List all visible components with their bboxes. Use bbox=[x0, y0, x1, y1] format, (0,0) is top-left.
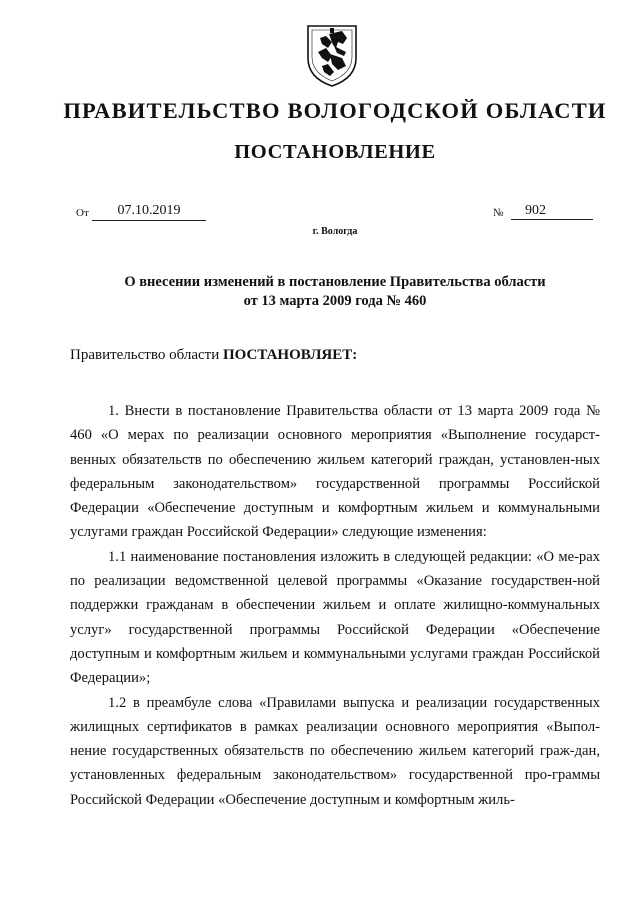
paragraph-1: 1. Внести в постановление Правительства области от 13 марта 2009 года № 460 «О мерах по реализации основного мероприятия «Выполнение государст-венных обязательств по обеспечению жильем категорий граждан, установлен-ных федеральным законодательством» государственной программы Российской Федерации «Обеспечение доступным и комфортным жильем и коммунальными услугами граждан Российской Федерации» следующие изменения: bbox=[70, 403, 600, 541]
resolution-verb: ПОСТАНОВЛЯЕТ: bbox=[222, 347, 358, 363]
number-block bbox=[493, 203, 546, 220]
document-date: 07.10.2019 bbox=[92, 203, 206, 221]
resolution-prefix: Правительство области bbox=[70, 347, 220, 363]
document-body bbox=[70, 399, 600, 812]
subject-line-2: от 13 марта 2009 года № 460 bbox=[243, 293, 427, 309]
resolution-statement bbox=[70, 347, 357, 364]
document-subject bbox=[60, 273, 610, 311]
number-prefix: № bbox=[493, 207, 504, 219]
coat-of-arms-icon bbox=[302, 22, 362, 88]
document-number: 902 bbox=[511, 203, 593, 220]
document-type: ПОСТАНОВЛЕНИЕ bbox=[234, 141, 436, 163]
subject-line-1: О внесении изменений в постановление Правительства области bbox=[124, 274, 546, 290]
organization-name: ПРАВИТЕЛЬСТВО ВОЛОГОДСКОЙ ОБЛАСТИ bbox=[63, 98, 607, 123]
paragraph-1-2: 1.2 в преамбуле слова «Правилами выпуска и реализации государственных жилищных сертификатов в рамках реализации основного мероприятия «Выпол-нение государственных обязательств по обеспечению жильем категорий граж-дан, установленных федеральным законодательством» государственной про-граммы Российской Федерации «Обеспечение доступным и комфортным жиль- bbox=[70, 694, 600, 808]
date-block bbox=[76, 203, 181, 220]
paragraph-1-1: 1.1 наименование постановления изложить в следующей редакции: «О ме-рах по реализации ведомственной целевой программы «Оказание государствен-ной поддержки гражданам в обеспечении жильем и оплате жилищно-коммунальных услуг» государственной программы Российской Федерации «Обеспечение доступным и комфортным жильем и коммунальными услугами граждан Российской Федерации»; bbox=[70, 548, 600, 687]
date-prefix: От bbox=[76, 207, 89, 219]
city-label: г. Вологда bbox=[312, 226, 358, 237]
